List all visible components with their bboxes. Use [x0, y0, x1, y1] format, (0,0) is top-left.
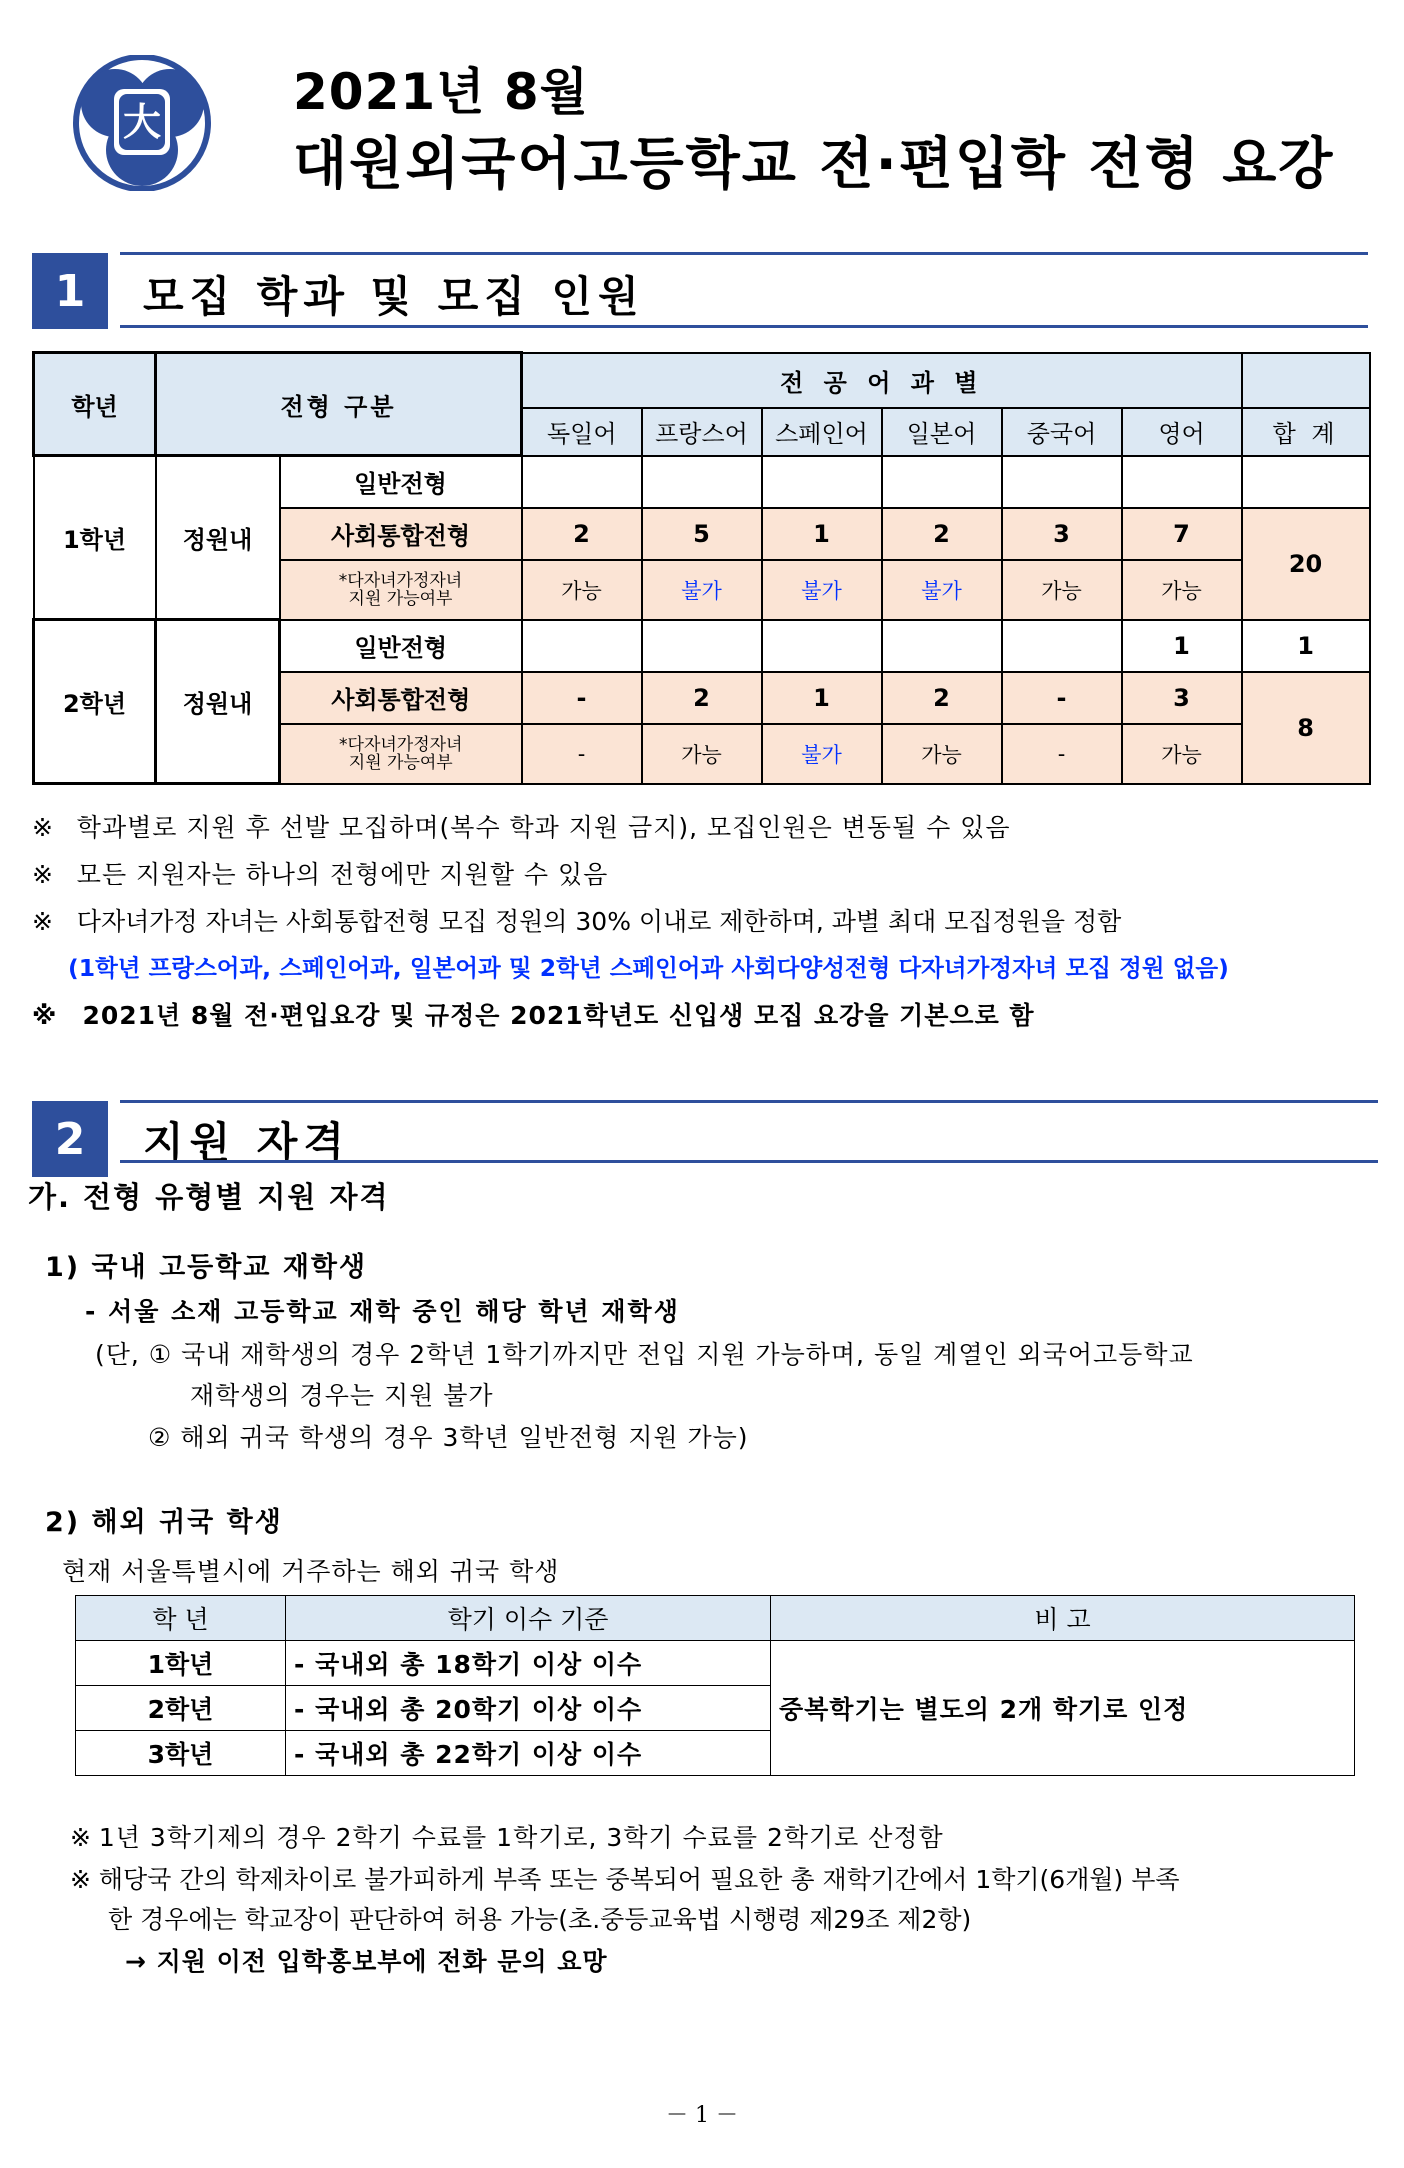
- grade1-social-value: 2: [882, 508, 1002, 560]
- item1-line4: ② 해외 귀국 학생의 경우 3학년 일반전형 지원 가능): [148, 1423, 749, 1452]
- grade2-multichild-value: -: [1002, 724, 1122, 784]
- header-grade: 학년: [34, 353, 156, 456]
- note-mark: ※: [32, 907, 53, 936]
- item1-line1: - 서울 소재 고등학교 재학 중인 해당 학년 재학생: [85, 1297, 680, 1326]
- note-text: 해당국 간의 학제차이로 불가피하게 부족 또는 중복되어 필요한 총 재학기간에서 1학기(6개월) 부족: [98, 1865, 1180, 1894]
- t2-grade: 1학년: [76, 1641, 286, 1686]
- major-english: 영어: [1122, 408, 1242, 456]
- note-line: [32, 902, 1121, 938]
- grade1-social-value: 5: [642, 508, 762, 560]
- grade2-multichild-value: -: [522, 724, 642, 784]
- grade2-social-label: 사회통합전형: [280, 672, 522, 724]
- note-line: [32, 855, 608, 891]
- grade2-category: 정원내: [156, 620, 280, 784]
- school-logo: [70, 55, 215, 191]
- grade1-multichild-value: 가능: [522, 560, 642, 620]
- document-title: 대원외국어고등학교 전·편입학 전형 요강: [293, 132, 1335, 197]
- grade1-general-label: 일반전형: [280, 456, 522, 508]
- grade1-multichild-value: 가능: [1002, 560, 1122, 620]
- section1-title: 모집 학과 및 모집 인원: [143, 272, 645, 321]
- section2-line-top: [120, 1100, 1378, 1103]
- grade1-multichild-value: 불가: [642, 560, 762, 620]
- t2-criteria: - 국내외 총 18학기 이상 이수: [286, 1641, 771, 1686]
- grade2-multichild-label-line1: *다자녀가정자녀: [339, 734, 463, 755]
- section2-title: 지원 자격: [143, 1118, 350, 1167]
- note-mark: ※: [32, 813, 53, 842]
- note-mark: ※: [32, 860, 53, 889]
- major-spanish: 스페인어: [762, 408, 882, 456]
- grade2-multichild-label: [280, 724, 522, 784]
- svg-text:大: 大: [122, 99, 162, 144]
- grade1-multichild-value: 불가: [882, 560, 1002, 620]
- grade2-multichild-value: 불가: [762, 724, 882, 784]
- section1-line-top: [120, 252, 1368, 255]
- grade2-social-value: 2: [882, 672, 1002, 724]
- grade2-general-cell: [882, 620, 1002, 672]
- t2-remark: 중복학기는 별도의 2개 학기로 인정: [771, 1641, 1355, 1776]
- grade1-label: 1학년: [34, 456, 156, 620]
- t2-grade: 3학년: [76, 1731, 286, 1776]
- grade2-social-value: -: [1002, 672, 1122, 724]
- major-japanese: 일본어: [882, 408, 1002, 456]
- item1-line2: (단, ① 국내 재학생의 경우 2학년 1학기까지만 전입 지원 가능하며, 동일 계열인 외국어고등학교: [95, 1340, 1194, 1369]
- grade1-total: 20: [1242, 508, 1370, 620]
- item1-line3: 재학생의 경우는 지원 불가: [190, 1381, 494, 1410]
- grade1-category: 정원내: [156, 456, 280, 620]
- item2-title: 2) 해외 귀국 학생: [45, 1507, 283, 1538]
- note2-line: [70, 1860, 1180, 1896]
- page-number: － 1 －: [666, 2103, 738, 2128]
- item1-title: 1) 국내 고등학교 재학생: [45, 1252, 368, 1283]
- grade1-general-cell: [882, 456, 1002, 508]
- section1-number: 1: [32, 253, 108, 329]
- grade2-general-cell: [1002, 620, 1122, 672]
- note-mark: ※: [32, 1001, 57, 1030]
- grade2-multichild-label-line2: 지원 가능여부: [348, 752, 453, 773]
- grade2-general-label: 일반전형: [280, 620, 522, 672]
- grade1-multichild-label-line2: 지원 가능여부: [348, 588, 453, 609]
- note-text: 1년 3학기제의 경우 2학기 수료를 1학기로, 3학기 수료를 2학기로 산정함: [98, 1823, 944, 1852]
- document-title-date: 2021년 8월: [293, 63, 589, 121]
- section2-line-bottom: [120, 1160, 1378, 1163]
- grade1-social-value: 2: [522, 508, 642, 560]
- grade2-social-value: 3: [1122, 672, 1242, 724]
- note-text: 2021년 8월 전·편입요강 및 규정은 2021학년도 신입생 모집 요강을 기본으로 함: [82, 1001, 1035, 1030]
- item2-line1: 현재 서울특별시에 거주하는 해외 귀국 학생: [62, 1557, 560, 1586]
- note2-line2: 한 경우에는 학교장이 판단하여 허용 가능(초.중등교육법 시행령 제29조 제2항): [108, 1905, 972, 1934]
- grade1-general-cell: [1002, 456, 1122, 508]
- note-sub-blue: (1학년 프랑스어과, 스페인어과, 일본어과 및 2학년 스페인어과 사회다양성전형 다자녀가정자녀 모집 정원 없음): [68, 954, 1229, 982]
- grade1-social-value: 1: [762, 508, 882, 560]
- note-text: 학과별로 지원 후 선발 모집하며(복수 학과 지원 금지), 모집인원은 변동될 수 있음: [76, 813, 1011, 842]
- grade1-multichild-label-line1: *다자녀가정자녀: [338, 570, 463, 591]
- note-text: 다자녀가정 자녀는 사회통합전형 모집 정원의 30% 이내로 제한하며, 과별 최대 모집정원을 정함: [76, 907, 1122, 936]
- grade2-general-cell: [522, 620, 642, 672]
- note-mark: ※: [70, 1865, 91, 1894]
- grade2-general-cell: [762, 620, 882, 672]
- note-text: 모든 지원자는 하나의 전형에만 지원할 수 있음: [76, 860, 609, 889]
- grade2-general-english: 1: [1122, 620, 1242, 672]
- header-total: 합 계: [1242, 408, 1370, 456]
- semester-criteria-table: [75, 1595, 1355, 1776]
- grade2-multichild-value: 가능: [642, 724, 762, 784]
- grade1-social-value: 7: [1122, 508, 1242, 560]
- t2-grade: 2학년: [76, 1686, 286, 1731]
- grade2-total: 8: [1242, 672, 1370, 784]
- note2-line: [70, 1818, 944, 1854]
- grade2-social-value: 1: [762, 672, 882, 724]
- grade2-social-value: -: [522, 672, 642, 724]
- grade1-general-total: [1242, 456, 1370, 508]
- section1-line-bottom: [120, 325, 1368, 328]
- grade1-general-cell: [762, 456, 882, 508]
- grade2-general-cell: [642, 620, 762, 672]
- grade2-general-total: 1: [1242, 620, 1370, 672]
- note-line-bold: [32, 996, 1035, 1032]
- t2-header-remark: 비 고: [771, 1596, 1355, 1641]
- grade1-multichild-label: [280, 560, 522, 620]
- major-german: 독일어: [522, 408, 642, 456]
- recruitment-table: [32, 351, 1371, 785]
- major-french: 프랑스어: [642, 408, 762, 456]
- t2-header-criteria: 학기 이수 기준: [286, 1596, 771, 1641]
- grade2-label: 2학년: [34, 620, 156, 784]
- grade1-general-cell: [1122, 456, 1242, 508]
- note-mark: ※: [70, 1823, 91, 1852]
- grade1-social-value: 3: [1002, 508, 1122, 560]
- header-blank: [1242, 353, 1370, 408]
- major-chinese: 중국어: [1002, 408, 1122, 456]
- t2-criteria: - 국내외 총 20학기 이상 이수: [286, 1686, 771, 1731]
- grade1-multichild-value: 불가: [762, 560, 882, 620]
- grade1-general-cell: [642, 456, 762, 508]
- note-line: [32, 808, 1010, 844]
- grade1-social-label: 사회통합전형: [280, 508, 522, 560]
- grade2-social-value: 2: [642, 672, 762, 724]
- note2-line3: → 지원 이전 입학홍보부에 전화 문의 요망: [125, 1947, 608, 1976]
- grade2-multichild-value: 가능: [1122, 724, 1242, 784]
- grade1-multichild-value: 가능: [1122, 560, 1242, 620]
- header-majors: 전 공 어 과 별: [522, 353, 1242, 408]
- t2-header-grade: 학 년: [76, 1596, 286, 1641]
- header-type: 전형 구분: [156, 353, 522, 456]
- t2-criteria: - 국내외 총 22학기 이상 이수: [286, 1731, 771, 1776]
- grade1-general-cell: [522, 456, 642, 508]
- section2-number: 2: [32, 1101, 108, 1177]
- grade2-multichild-value: 가능: [882, 724, 1002, 784]
- subsection-a-title: 가. 전형 유형별 지원 자격: [28, 1180, 390, 1214]
